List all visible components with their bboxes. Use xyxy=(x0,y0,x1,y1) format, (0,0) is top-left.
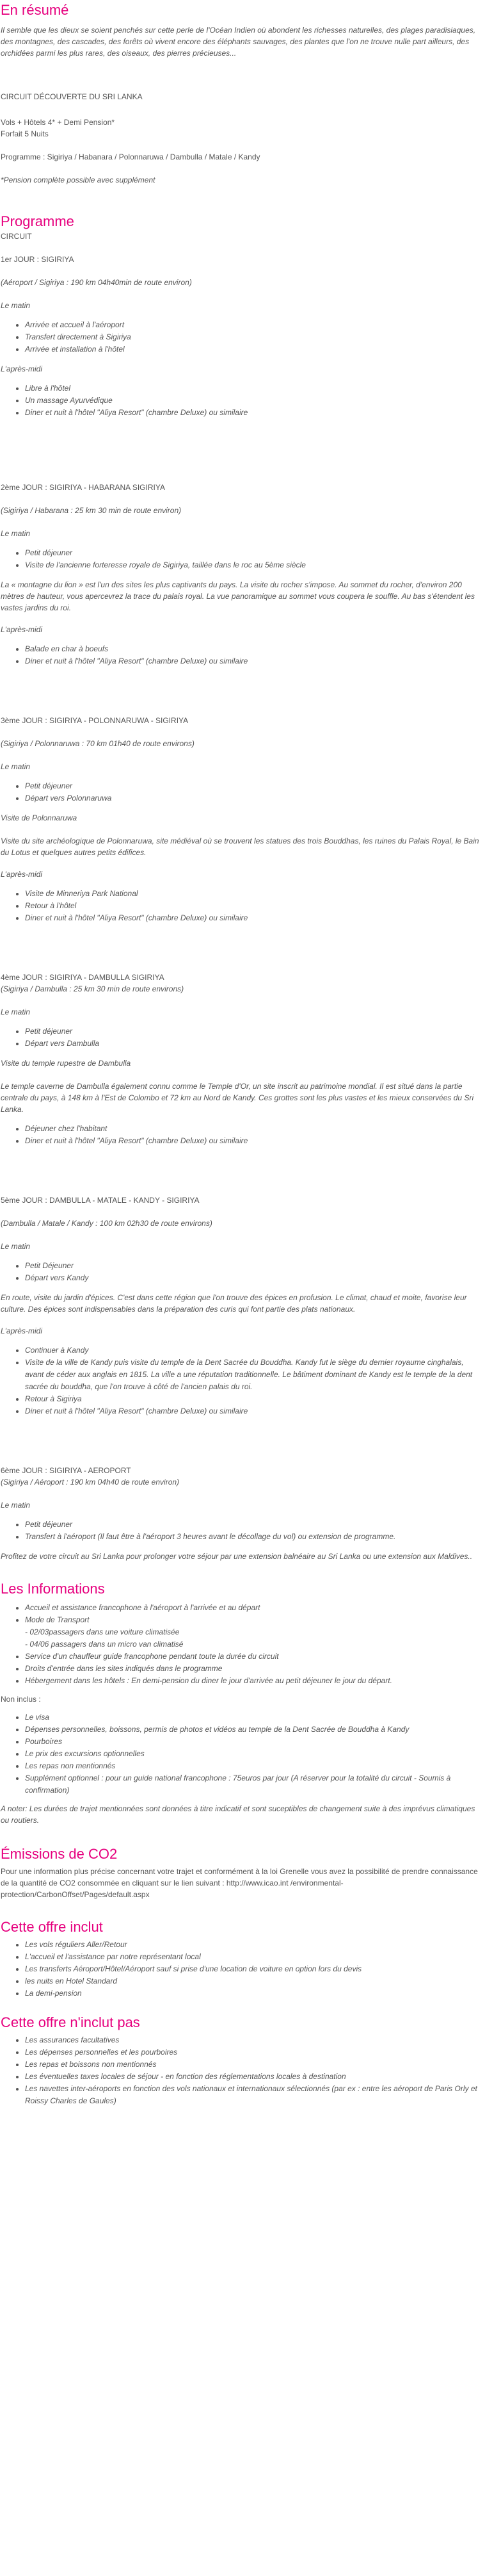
list-item: • Diner et nuit à l'hôtel "Aliya Resort" (chambre Deluxe) ou similaire xyxy=(25,1405,484,1417)
list-item: • Petit déjeuner xyxy=(25,780,484,792)
programme-circuit: CIRCUIT xyxy=(1,232,32,241)
list-item: • Les transferts Aéroport/Hôtel/Aéroport sauf si prise d'une location de voiture en option lors du devis xyxy=(25,1963,484,1975)
inclut-list xyxy=(1,1939,484,2000)
resume-circuit: CIRCUIT DÉCOUVERTE DU SRI LANKA xyxy=(1,92,143,101)
list-item: - 04/06 passagers dans un micro van climatisé xyxy=(25,1640,184,1649)
list-item: • Service d'un chauffeur guide francophone pendant toute la durée du circuit xyxy=(25,1651,484,1663)
list-item: • Droits d'entrée dans les sites indiqués dans le programme xyxy=(25,1663,484,1675)
list-item: • Transfert à l'aéroport (Il faut être à l'aéroport 3 heures avant le décollage du vol) ou extension de programme. xyxy=(25,1531,484,1543)
list-item: • Les navettes inter-aéroports en fonction des vols nationaux et internationaux sélectionnés (par ex : entre les aéroport de Paris Orly et Roissy Charles de Gaules) xyxy=(25,2083,484,2107)
list-item: • Visite de Minneriya Park National xyxy=(25,888,484,900)
day6-desc: Profitez de votre circuit au Sri Lanka pour prolonger votre séjour par une extension balnéaire au Sri Lanka ou une extension aux Maldives.. xyxy=(1,1552,473,1561)
day2-am-list xyxy=(1,643,484,667)
programme-title: Programme xyxy=(1,213,74,229)
resume-pension: *Pension complète possible avec supplément xyxy=(1,175,155,184)
day4-visite: Visite du temple rupestre de Dambulla xyxy=(1,1059,131,1068)
list-item: • Accueil et assistance francophone à l'aéroport à l'arrivée et au départ xyxy=(25,1602,484,1614)
day6-route: (Sigiriya / Aéroport : 190 km 04h40 de route environ) xyxy=(1,1478,180,1487)
list-item: • Départ vers Kandy xyxy=(25,1272,484,1284)
day1-matin: Le matin xyxy=(1,301,31,310)
list-item: • Mode de Transport xyxy=(25,1614,484,1626)
list-item: • Petit Déjeuner xyxy=(25,1260,484,1272)
day4-list xyxy=(1,1123,484,1147)
list-item: • Départ vers Polonnaruwa xyxy=(25,792,484,804)
list-item: • Visite de l'ancienne forteresse royale de Sigiriya, taillée dans le roc au 5ème siècle xyxy=(25,559,484,571)
ninclut-list xyxy=(1,2034,484,2107)
day1-matin-list xyxy=(1,319,484,355)
list-item: • Diner et nuit à l'hôtel "Aliya Resort" (chambre Deluxe) ou similaire xyxy=(25,1135,484,1147)
day1-title: 1er JOUR : SIGIRIYA xyxy=(1,255,74,264)
list-item: • Petit déjeuner xyxy=(25,1519,484,1531)
list-item: • Supplément optionnel : pour un guide national francophone : 75euros par jour (A réserver pour la totalité du circuit - Soumis à confirmation) xyxy=(25,1772,484,1797)
list-item: • Arrivée et installation à l'hôtel xyxy=(25,343,484,355)
list-item: • Les repas non mentionnés xyxy=(25,1760,484,1772)
ninclut-title: Cette offre n'inclut pas xyxy=(1,2014,140,2030)
list-item: • Dépenses personnelles, boissons, permis de photos et vidéos au temple de la Dent Sacrée de Bouddha à Kandy xyxy=(25,1724,484,1736)
co2-title: Émissions de CO2 xyxy=(1,1846,118,1862)
day5-title: 5ème JOUR : DAMBULLA - MATALE - KANDY - SIGIRIYA xyxy=(1,1196,200,1205)
list-item: • Visite de la ville de Kandy puis visite du temple de la Dent Sacrée du Bouddha. Kandy fut le siège du dernier royaume cinghalais, avant de céder aux anglais en 1815. La ville a une réputation traditionnelle. Le bâtiment dominant de Kandy est le temple de la dent sacrée du bouddha, que l'on trouve à côté de l'ancien palais du roi. xyxy=(25,1357,484,1393)
list-item: • Pourboires xyxy=(25,1736,484,1748)
list-item: • Diner et nuit à l'hôtel "Aliya Resort" (chambre Deluxe) ou similaire xyxy=(25,912,484,924)
list-item: • Départ vers Dambulla xyxy=(25,1038,484,1050)
day5-matin: Le matin xyxy=(1,1242,31,1251)
list-item: • Le prix des excursions optionnelles xyxy=(25,1748,484,1760)
list-item: • Retour à l'hôtel xyxy=(25,900,484,912)
list-item: • Continuer à Kandy xyxy=(25,1344,484,1357)
page xyxy=(0,1,485,2107)
day4-matin: Le matin xyxy=(1,1007,31,1016)
day5-am: L'après-midi xyxy=(1,1326,42,1335)
day5-route: (Dambulla / Matale / Kandy : 100 km 02h30 de route environs) xyxy=(1,1219,212,1228)
day4-matin-list xyxy=(1,1025,484,1050)
day4-desc: Le temple caverne de Dambulla également connu comme le Temple d'Or, un site inscrit au patrimoine mondial. Il est situé dans la partie centrale du pays, à 148 km à l'Est de Colombo et 72 km au Nord de Kandy. Ces grottes sont les plus vastes et les mieux conservées du Sri Lanka. xyxy=(1,1082,474,1114)
list-item: • les nuits en Hotel Standard xyxy=(25,1975,484,1987)
day2-am: L'après-midi xyxy=(1,625,42,634)
resume-programme: Programme : Sigiriya / Habanara / Polonnaruwa / Dambulla / Matale / Kandy xyxy=(1,152,260,161)
list-item: • Les repas et boissons non mentionnés xyxy=(25,2058,484,2071)
informations-list xyxy=(1,1602,484,1687)
list-item: • Transfert directement à Sigiriya xyxy=(25,331,484,343)
day5-am-list xyxy=(1,1344,484,1417)
list-item: • Hébergement dans les hôtels : En demi-pension du diner le jour d'arrivée au petit déjeuner le jour du départ. xyxy=(25,1675,484,1687)
day3-visite: Visite de Polonnaruwa xyxy=(1,813,77,822)
list-item: • Le visa xyxy=(25,1711,484,1724)
day3-matin: Le matin xyxy=(1,762,31,771)
day4-route: (Sigiriya / Dambulla : 25 km 30 min de route environs) xyxy=(1,984,184,993)
list-item: • Un massage Ayurvédique xyxy=(25,395,484,407)
list-item: • La demi-pension xyxy=(25,1987,484,2000)
day3-matin-list xyxy=(1,780,484,804)
list-item: • Petit déjeuner xyxy=(25,1025,484,1038)
list-item: • Les assurances facultatives xyxy=(25,2034,484,2046)
day4-title: 4ème JOUR : SIGIRIYA - DAMBULLA SIGIRIYA xyxy=(1,973,164,982)
day6-title: 6ème JOUR : SIGIRIYA - AEROPORT xyxy=(1,1466,131,1475)
day3-am: L'après-midi xyxy=(1,870,42,879)
resume-title: En résumé xyxy=(1,2,69,18)
day2-matin-list xyxy=(1,547,484,571)
day3-title: 3ème JOUR : SIGIRIYA - POLONNARUWA - SIGIRIYA xyxy=(1,716,189,725)
list-item: - 02/03passagers dans une voiture climatisée xyxy=(25,1627,180,1636)
list-item: • Balade en char à boeufs xyxy=(25,643,484,655)
day2-route: (Sigiriya / Habarana : 25 km 30 min de route environ) xyxy=(1,506,182,515)
day6-matin: Le matin xyxy=(1,1501,31,1510)
day6-matin-list xyxy=(1,1519,484,1543)
day3-desc: Visite du site archéologique de Polonnaruwa, site médiéval où se trouvent les statues des trois Bouddhas, les ruines du Palais Royal, le Bain du Lotus et quelques autres petits édifices. xyxy=(1,836,479,857)
list-item: • Les éventuelles taxes locales de séjour - en fonction des réglementations locales à destination xyxy=(25,2071,484,2083)
informations-title: Les Informations xyxy=(1,1581,105,1597)
day2-desc: La « montagne du lion » est l'un des sites les plus captivants du pays. La visite du rocher s'impose. Au sommet du rocher, d'environ 200 mètres de hauteur, vous apercevrez la trace du palais royal. La vue panoramique au sommet vous coupera le souffle. Au bas s'étendent les vastes jardins du roi. xyxy=(1,580,475,612)
day1-route: (Aéroport / Sigiriya : 190 km 04h40min de route environ) xyxy=(1,278,192,287)
list-item: • Les vols réguliers Aller/Retour xyxy=(25,1939,484,1951)
day5-desc: En route, visite du jardin d'épices. C'est dans cette région que l'on trouve des épices en profusion. Le climat, chaud et moite, favorise leur culture. Des épices sont indispensables dans la préparation des curis qui font partie des plats nationaux. xyxy=(1,1293,467,1314)
resume-intro: Il semble que les dieux se soient penchés sur cette perle de l'Océan Indien où abondent les richesses naturelles, des plages paradisiaques, des montagnes, des cascades, des forêts où vivent encore des éléphants sauvages, des plantes que l'on ne trouve nulle part ailleurs, des orchidées parmi les plus rares, des oiseaux, des pierres précieuses... xyxy=(1,26,476,58)
list-item: • Déjeuner chez l'habitant xyxy=(25,1123,484,1135)
day5-matin-list xyxy=(1,1260,484,1284)
inclut-title: Cette offre inclut xyxy=(1,1919,103,1935)
co2-text: Pour une information plus précise concernant votre trajet et conformément à la loi Grenelle vous avez la possibilité de prendre connaissance de la quantité de CO2 consommée en cliquant sur le lien suivant : http://www.icao.int /environmental-protection/CarbonOffset/Pages/default.aspx xyxy=(1,1867,478,1899)
list-item: • Diner et nuit à l'hôtel "Aliya Resort" (chambre Deluxe) ou similaire xyxy=(25,407,484,419)
list-item: • Arrivée et accueil à l'aéroport xyxy=(25,319,484,331)
non-inclus-list xyxy=(1,1711,484,1797)
list-item: • Retour à Sigiriya xyxy=(25,1393,484,1405)
list-item: • Libre à l'hôtel xyxy=(25,382,484,395)
list-item: • Les dépenses personnelles et les pourboires xyxy=(25,2046,484,2058)
day1-am: L'après-midi xyxy=(1,364,42,373)
day1-am-list xyxy=(1,382,484,419)
day3-am-list xyxy=(1,888,484,924)
list-item: • L'accueil et l'assistance par notre représentant local xyxy=(25,1951,484,1963)
day2-matin: Le matin xyxy=(1,529,31,538)
resume-hotels: Vols + Hôtels 4* + Demi Pension* xyxy=(1,118,115,127)
list-item: • Diner et nuit à l'hôtel "Aliya Resort" (chambre Deluxe) ou similaire xyxy=(25,655,484,667)
informations-note: A noter: Les durées de trajet mentionnées sont données à titre indicatif et sont suceptibles de changement suite à des imprévus climatiques ou routiers. xyxy=(1,1804,475,1825)
list-item: • Petit déjeuner xyxy=(25,547,484,559)
resume-forfait: Forfait 5 Nuits xyxy=(1,129,49,138)
day3-route: (Sigiriya / Polonnaruwa : 70 km 01h40 de route environs) xyxy=(1,739,195,748)
non-inclus-label: Non inclus : xyxy=(1,1695,41,1704)
day2-title: 2ème JOUR : SIGIRIYA - HABARANA SIGIRIYA xyxy=(1,483,165,492)
